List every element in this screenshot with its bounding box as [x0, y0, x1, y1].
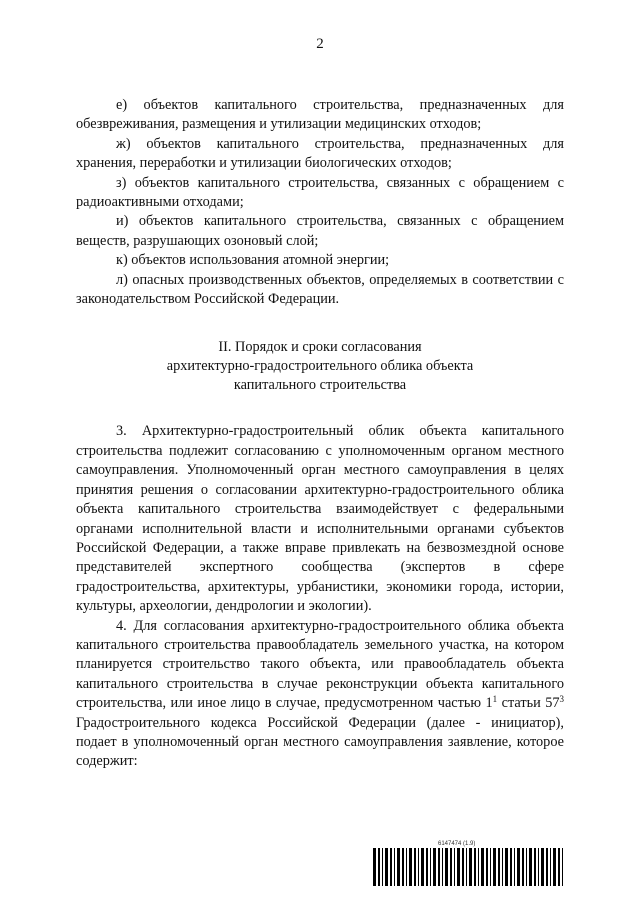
- document-barcode: [373, 840, 565, 886]
- paragraph-4-text: Градостроительного кодекса Российской Федерации (далее - инициатор), подает в уполномоченный орган местного самоуправления заявление, которое содержит:: [76, 714, 564, 770]
- page-number: 2: [316, 36, 324, 52]
- list-item-zh: ж) объектов капитального строительства, предназначенных для хранения, переработки и утилизации биологических отходов;: [76, 135, 564, 172]
- section-heading-line: архитектурно-градостроительного облика объекта: [166, 358, 474, 375]
- document-body: [76, 96, 564, 772]
- list-item-i: и) объектов капитального строительства, связанных с обращением веществ, разрушающих озоновый слой;: [76, 213, 564, 249]
- list-item-z: з) объектов капитального строительства, связанных с обращением с радиоактивными отходами;: [76, 174, 564, 211]
- paragraph-4: [76, 617, 564, 772]
- section-heading-line: II. Порядок и сроки согласования: [218, 339, 422, 356]
- superscript: 1: [492, 694, 498, 705]
- paragraph-4-text: 4. Для согласования архитектурно-градостроительного облика объекта капитального строительства правообладатель земельного участка, на котором планируется строительство такого объекта, или правообладатель объекта капитального строительства в случае реконструкции объекта капитального строительства, или иное лицо в случае, предусмотренном частью 1: [76, 617, 564, 712]
- section-heading: [76, 338, 564, 395]
- list-item-e: е) объектов капитального строительства, предназначенных для обезвреживания, размещения и утилизации медицинских отходов;: [76, 97, 564, 133]
- section-heading-line: капитального строительства: [233, 377, 407, 394]
- paragraph-3: 3. Архитектурно-градостроительный облик объекта капитального строительства подлежит согласованию с уполномоченным органом местного самоуправления. Уполномоченный орган местного самоуправления в целях принятия решения о согласовании архитектурно-градостроительного облика объекта капитального строительства взаимодействует с федеральными органами исполнительной власти и исполнительными органами субъектов Российской Федерации, а также вправе привлекать на безвозмездной основе представителей экспертного сообщества (экспертов в сфере градостроительства, архитектуры, урбанистики, экономики города, истории, культуры, археологии, дендрологии и экологии).: [76, 423, 564, 615]
- barcode-number: 6147474 (1.9): [438, 841, 476, 847]
- list-item-k: к) объектов использования атомной энергии;: [116, 252, 390, 269]
- barcode-image: [373, 848, 565, 886]
- paragraph-4-text: статьи 57: [497, 695, 560, 712]
- superscript: 3: [559, 694, 564, 705]
- list-item-l: л) опасных производственных объектов, определяемых в соответствии с законодательством Российской Федерации.: [76, 271, 564, 308]
